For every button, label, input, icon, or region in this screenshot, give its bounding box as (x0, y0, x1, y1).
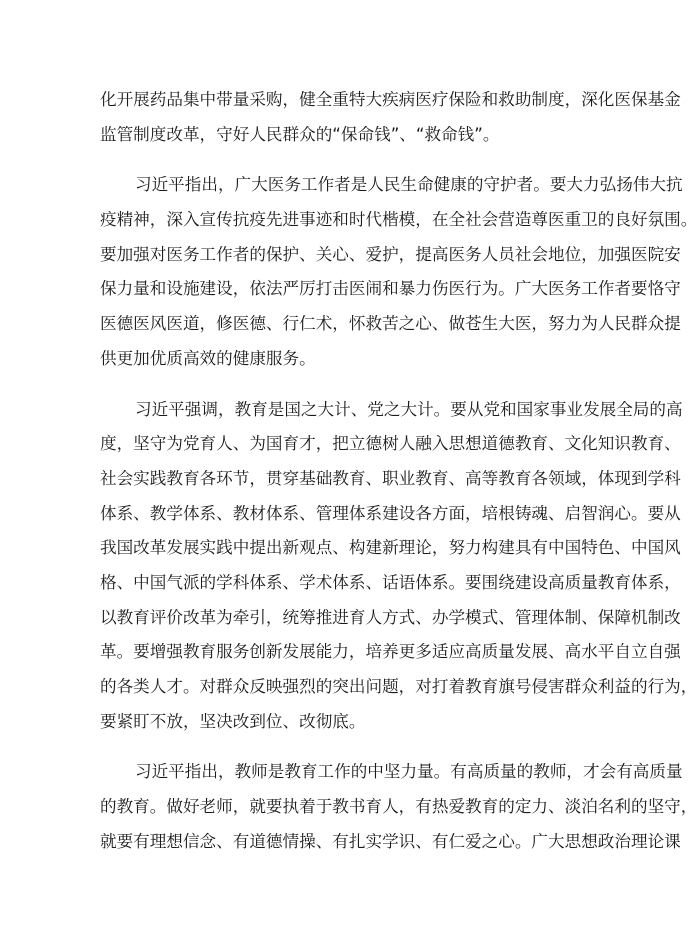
text-line: 的教育。做好老师，就要执着于教书育人，有热爱教育的定力、淡泊名利的坚守， (100, 797, 697, 817)
text-line: 革。要增强教育服务创新发展能力，培养更多适应高质量发展、高水平自立自强 (100, 642, 681, 662)
text-line: 保力量和设施建设，依法严厉打击医闹和暴力伤医行为。广大医务工作者要恪守 (100, 279, 681, 299)
text-line: 化开展药品集中带量采购，健全重特大疾病医疗保险和救助制度，深化医保基金 (100, 90, 681, 109)
paragraph (100, 168, 697, 376)
text-line: 就要有理想信念、有道德情操、有扎实学识、有仁爱之心。广大思想政治理论课 (100, 831, 681, 851)
text-line: 格、中国气派的学科体系、学术体系、话语体系。要围绕建设高质量教育体系， (100, 572, 681, 592)
text-line: 习近平指出，教师是教育工作的中坚力量。有高质量的教师，才会有高质量 (135, 762, 683, 782)
text-line: 体系、教学体系、教材体系、管理体系建设各方面，培根铸魂、启智润心。要从 (100, 503, 681, 523)
text-line: 社会实践教育各环节，贯穿基础教育、职业教育、高等教育各领域，体现到学科 (100, 468, 681, 488)
text-line: 以教育评价改革为牵引，统筹推进育人方式、办学模式、管理体制、保障机制改 (100, 607, 681, 627)
paragraph (100, 83, 681, 152)
text-line: 我国改革发展实践中提出新观点、构建新理论，努力构建具有中国特色、中国风 (100, 538, 681, 558)
text-line: 要加强对医务工作者的保护、关心、爱护，提高医务人员社会地位，加强医院安 (100, 244, 681, 264)
text-line: 习近平强调，教育是国之大计、党之大计。要从党和国家事业发展全局的高 (135, 399, 683, 419)
text-line: 供更加优质高效的健康服务。 (100, 348, 316, 368)
document-body (100, 83, 697, 875)
text-line: 要紧盯不放，坚决改到位、改彻底。 (100, 711, 366, 731)
text-line: 习近平指出，广大医务工作者是人民生命健康的守护者。要大力弘扬伟大抗 (135, 175, 683, 195)
text-line: 监管制度改革，守好人民群众的“保命钱”、“救命钱”。 (100, 124, 500, 144)
text-line: 的各类人才。对群众反映强烈的突出问题，对打着教育旗号侵害群众利益的行为， (100, 677, 697, 696)
text-line: 度，坚守为党育人、为国育才，把立德树人融入思想道德教育、文化知识教育、 (100, 434, 681, 454)
text-line: 疫精神，深入宣传抗疫先进事迹和时代楷模，在全社会营造尊医重卫的良好氛围。 (100, 210, 697, 230)
paragraph (100, 393, 697, 740)
paragraph (100, 755, 697, 859)
text-line: 医德医风医道，修医德、行仁术，怀救苦之心、做苍生大医，努力为人民群众提 (100, 314, 681, 334)
